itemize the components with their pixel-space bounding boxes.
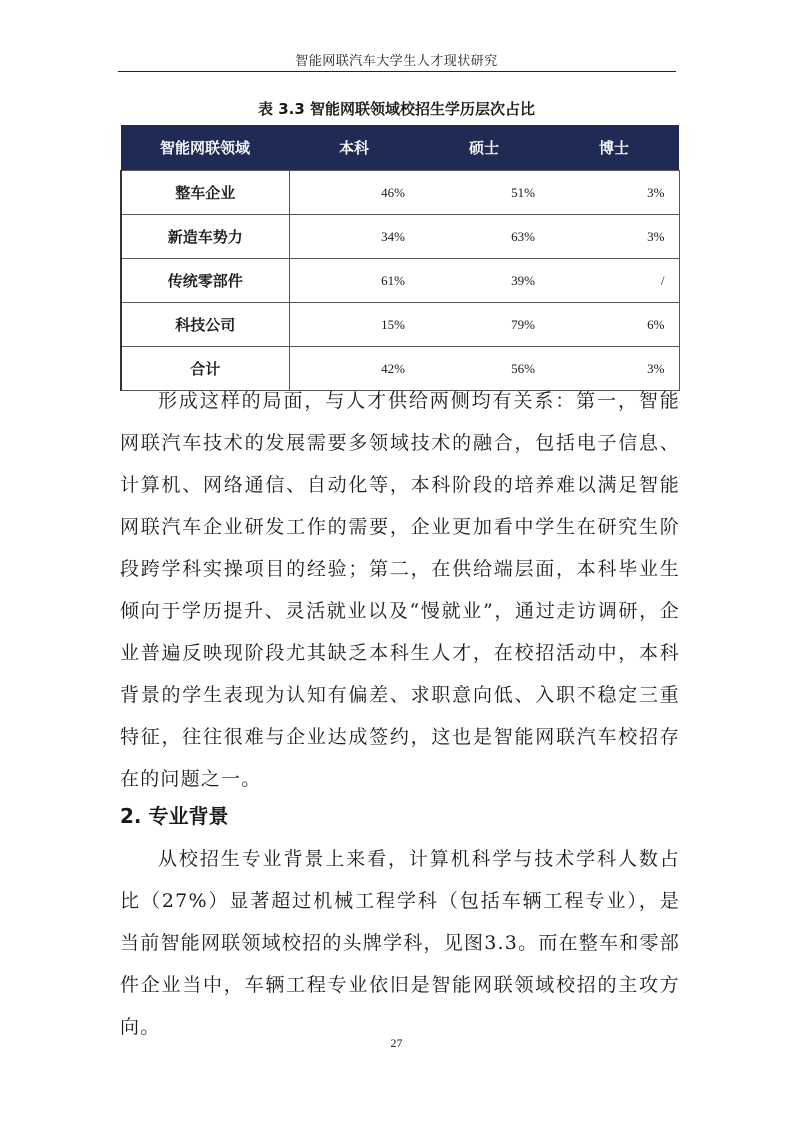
cell-doctor: 3% <box>549 215 679 259</box>
row-label: 合计 <box>121 347 289 391</box>
table-row <box>121 215 679 259</box>
cell-master: 56% <box>419 347 549 391</box>
column-header-doctor: 博士 <box>549 125 679 171</box>
row-label: 传统零部件 <box>121 259 289 303</box>
cell-master: 51% <box>419 171 549 215</box>
cell-bachelor: 15% <box>289 303 419 347</box>
cell-bachelor: 61% <box>289 259 419 303</box>
cell-master: 63% <box>419 215 549 259</box>
cell-master: 79% <box>419 303 549 347</box>
cell-doctor: 6% <box>549 303 679 347</box>
table-caption: 表 3.3 智能网联领域校招生学历层次占比 <box>257 100 536 118</box>
row-label: 新造车势力 <box>121 215 289 259</box>
body-text-section-1 <box>120 380 680 800</box>
table-header-row <box>121 125 679 171</box>
paragraph: 形成这样的局面，与人才供给两侧均有关系：第一，智能网联汽车技术的发展需要多领域技术的融合，包括电子信息、计算机、网络通信、自动化等，本科阶段的培养难以满足智能网联汽车企业研发工作的需要，企业更加看中学生在研究生阶段跨学科实操项目的经验；第二，在供给端层面，本科毕业生倾向于学历提升、灵活就业以及“慢就业”，通过走访调研，企业普遍反映现阶段尤其缺乏本科生人才，在校招活动中，本科背景的学生表现为认知有偏差、求职意向低、入职不稳定三重特征，往往很难与企业达成签约，这也是智能网联汽车校招存在的问题之一。 <box>120 390 680 790</box>
column-header-bachelor: 本科 <box>289 125 419 171</box>
cell-doctor: / <box>549 259 679 303</box>
cell-doctor: 3% <box>549 347 679 391</box>
row-label: 科技公司 <box>121 303 289 347</box>
column-header-domain: 智能网联领域 <box>121 125 289 171</box>
education-level-table <box>120 125 680 391</box>
table-row <box>121 171 679 215</box>
page-number: 27 <box>390 1036 403 1050</box>
paragraph: 从校招生专业背景上来看，计算机科学与技术学科人数占比（27%）显著超过机械工程学科（包括车辆工程专业），是当前智能网联领域校招的头牌学科，见图3.3。而在整车和零部件企业当中，车辆工程专业依旧是智能网联领域校招的主攻方向。 <box>120 848 680 1038</box>
table-row <box>121 303 679 347</box>
cell-master: 39% <box>419 259 549 303</box>
row-label: 整车企业 <box>121 171 289 215</box>
body-text-section-2 <box>120 838 680 1048</box>
cell-doctor: 3% <box>549 171 679 215</box>
column-header-master: 硕士 <box>419 125 549 171</box>
cell-bachelor: 46% <box>289 171 419 215</box>
running-header: 智能网联汽车大学生人才现状研究 <box>295 54 498 69</box>
table-row <box>121 259 679 303</box>
section-heading: 2. 专业背景 <box>120 804 229 828</box>
cell-bachelor: 34% <box>289 215 419 259</box>
header-rule <box>118 71 676 72</box>
cell-bachelor: 42% <box>289 347 419 391</box>
